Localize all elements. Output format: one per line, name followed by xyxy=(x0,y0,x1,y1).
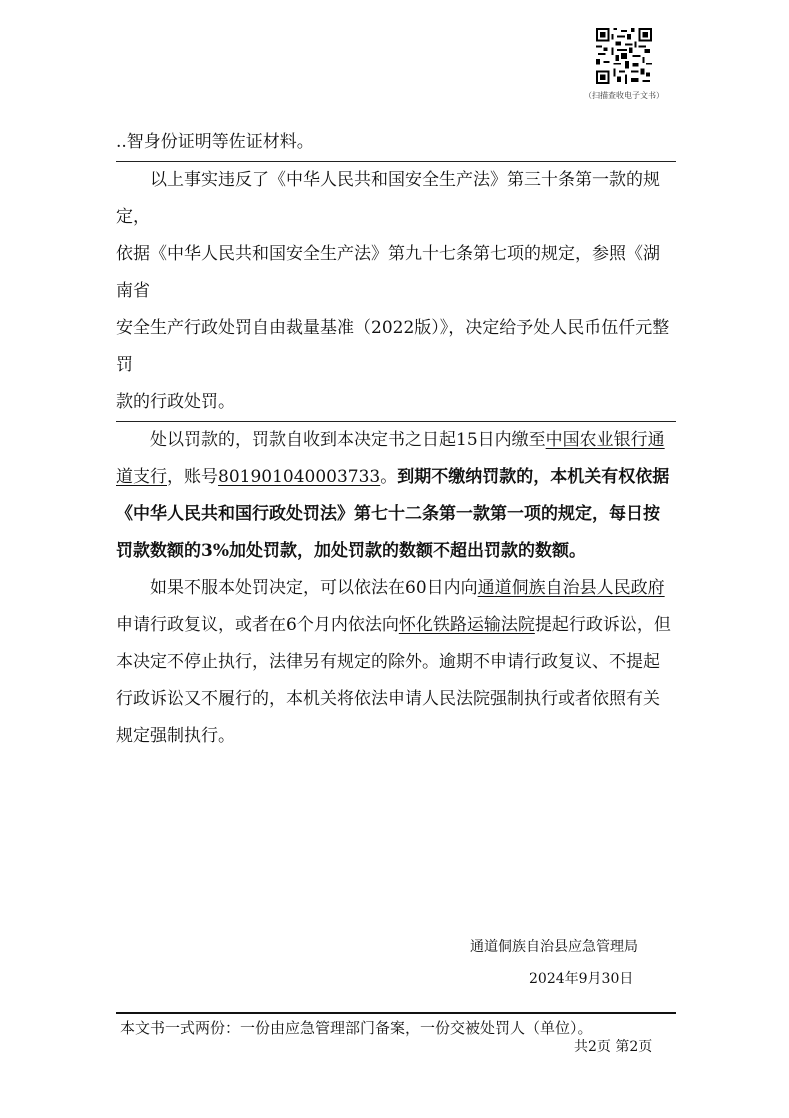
issue-date: 2024年9月30日 xyxy=(529,971,634,987)
payment-text-1: 处以罚款的，罚款自收到本决定书之日起15日内缴至 xyxy=(150,430,546,450)
paragraph-evidence: ..智身份证明等佐证材料。 xyxy=(116,124,676,162)
qr-caption: （扫描查收电子文书） xyxy=(584,91,664,100)
bank-name: 中国农业银行通道支行 xyxy=(116,430,665,487)
paragraph-violation xyxy=(116,162,676,422)
account-number: 801901040003733 xyxy=(218,467,381,487)
page-number: 共2页 第2页 xyxy=(574,1039,653,1055)
paragraph-violation-line-2: 依据《中华人民共和国安全生产法》第九十七条第七项的规定，参照《湖南省 xyxy=(116,244,660,301)
qr-code-icon[interactable] xyxy=(596,28,652,84)
review-authority: 通道侗族自治县人民政府 xyxy=(477,578,665,598)
late-payment-penalty-text: 到期不缴纳罚款的，本机关有权依据《中华人民共和国行政处罚法》第七十二条第一款第一项的规定，每日按罚款数额的3%加处罚款，加处罚款的数额不超出罚款的数额。 xyxy=(116,467,670,561)
issuing-authority: 通道侗族自治县应急管理局 xyxy=(470,939,638,955)
footer-divider xyxy=(116,1012,676,1014)
qr-code-block xyxy=(578,28,670,101)
court-name: 怀化铁路运输法院 xyxy=(398,615,535,635)
document-body xyxy=(116,124,676,755)
footer-note: 本文书一式两份：一份由应急管理部门备案，一份交被处罚人（单位）。 xyxy=(120,1019,593,1037)
appeal-text-2: 申请行政复议，或者在6个月内依法向 xyxy=(116,615,399,635)
paragraph-payment xyxy=(116,422,676,570)
paragraph-violation-line-4: 款的行政处罚。 xyxy=(116,384,676,422)
appeal-text-3: 提起行政诉讼，但本决定不停止执行，法律另有规定的除外。逾期不申请行政复议、不提起行政诉讼又不履行的，本机关将依法申请人民法院强制执行或者依照有关规定强制执行。 xyxy=(116,615,671,746)
appeal-text-1: 如果不服本处罚决定，可以依法在60日内向 xyxy=(150,578,478,598)
paragraph-violation-line-3: 安全生产行政处罚自由裁量基准（2022版）》，决定给予处人民币伍仟元整罚 xyxy=(116,318,670,375)
payment-text-2: ，账号 xyxy=(167,467,218,487)
paragraph-appeal xyxy=(116,570,676,755)
payment-text-3: 。 xyxy=(380,467,398,487)
paragraph-violation-line-1: 以上事实违反了《中华人民共和国安全生产法》第三十条第一款的规定， xyxy=(116,170,660,227)
